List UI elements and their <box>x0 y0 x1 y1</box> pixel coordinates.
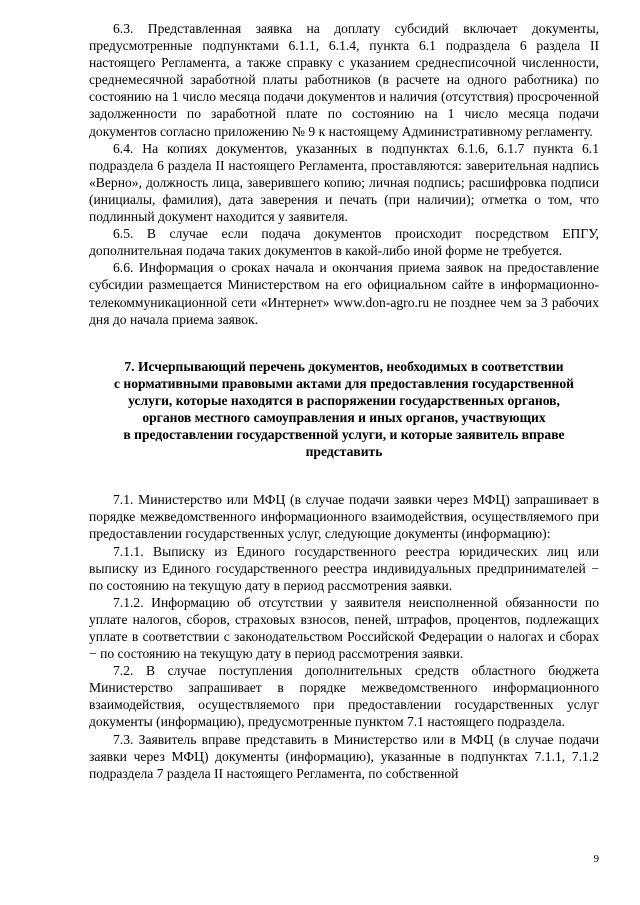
heading-line: в предоставлении государственной услуги, и которые заявитель вправе <box>123 427 565 443</box>
paragraph-7-2: 7.2. В случае поступления дополнительных средств областного бюджета Министерство запрашивает в порядке межведомственного информационного взаимодействия, осуществляемого при предоставлении государственных услуг документы (информацию), предусмотренные пунктом 7.1 настоящего подраздела. <box>89 663 599 730</box>
paragraph-6-6: 6.6. Информация о сроках начала и окончания приема заявок на предоставление субсидии размещается Министерством на его официальном сайте в информационно-телекоммуникационной сети «Интернет» www.don-agro.ru не позднее чем за 3 рабочих дня до начала приема заявок. <box>89 260 599 327</box>
paragraph-6-4: 6.4. На копиях документов, указанных в подпунктах 6.1.6, 6.1.7 пункта 6.1 подраздела 6 раздела II настоящего Регламента, проставляются: заверительная надпись «Верно», должность лица, заверившего копию; личная подпись; расшифровка подписи (инициалы, фамилия), дата заверения и печать (при наличии); отметка о том, что подлинный документ находится у заявителя. <box>89 140 599 225</box>
heading-line: с нормативными правовыми актами для предоставления государственной <box>113 375 575 391</box>
heading-line: услуги, которые находятся в распоряжении государственных органов, <box>128 392 560 408</box>
document-page <box>89 20 599 782</box>
heading-line: 7. Исчерпывающий перечень документов, необходимых в соответствии <box>124 358 564 374</box>
paragraph-6-3: 6.3. Представленная заявка на доплату субсидий включает документы, предусмотренные подпунктами 6.1.1, 6.1.4, пункта 6.1 подраздела 6 раздела II настоящего Регламента, а также справку с указанием среднесписочной численности, среднемесячной заработной платы работников (в расчете на одного работника) по состоянию на 1 число месяца подачи документов и наличия (отсутствия) просроченной задолженности по заработной плате по состоянию на 1 число месяца подачи документов согласно приложению № 9 к настоящему Административному регламенту. <box>89 21 599 139</box>
page-number: 9 <box>593 853 599 865</box>
paragraph-7-1-1: 7.1.1. Выписку из Единого государственного реестра юридических лиц или выписку из Единого государственного реестра индивидуальных предпринимателей − по состоянию на текущую дату в период рассмотрения заявки. <box>89 543 599 593</box>
paragraph-6-5: 6.5. В случае если подача документов происходит посредством ЕПГУ, дополнительная подача таких документов в какой-либо иной форме не требуется. <box>89 226 599 259</box>
heading-line: представить <box>305 444 383 460</box>
paragraph-7-1-2: 7.1.2. Информацию об отсутствии у заявителя неисполненной обязанности по уплате налогов, сборов, страховых взносов, пеней, штрафов, процентов, подлежащих уплате в соответствии с законодательством Российской Федерации о налогах и сборах − по состоянию на текущую дату в период рассмотрения заявки. <box>89 594 599 662</box>
heading-line: органов местного самоуправления и иных органов, участвующих <box>142 409 546 425</box>
section-7-heading <box>89 358 599 461</box>
paragraph-7-1: 7.1. Министерство или МФЦ (в случае подачи заявки через МФЦ) запрашивает в порядке межведомственного информационного взаимодействия, осуществляемого при предоставлении государственных услуг, следующие документы (информацию): <box>89 492 599 542</box>
paragraph-7-3: 7.3. Заявитель вправе представить в Министерство или в МФЦ (в случае подачи заявки через МФЦ) документы (информацию), указанные в подпунктах 7.1.1, 7.1.2 подраздела 7 раздела II настоящего Регламента, по собственной <box>89 731 599 781</box>
